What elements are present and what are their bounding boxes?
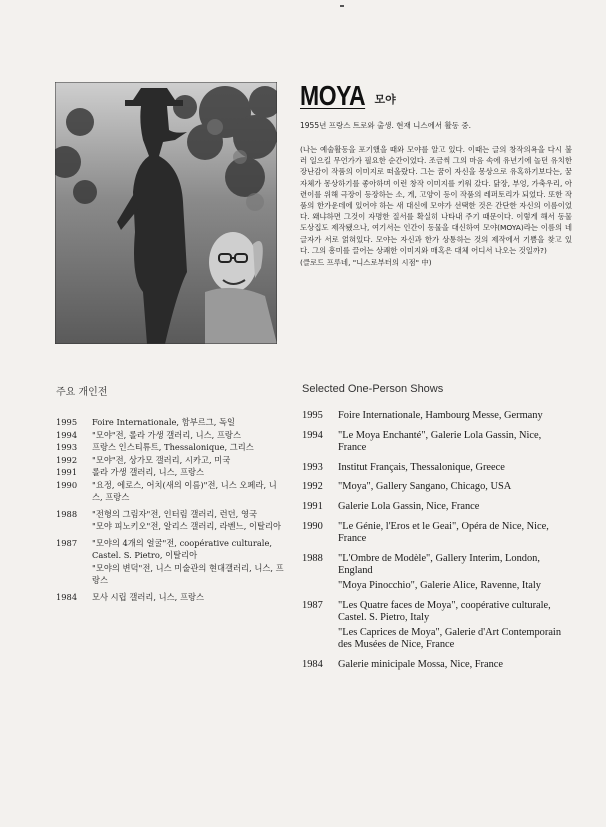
show-entries [92, 416, 286, 429]
show-entries [92, 508, 286, 533]
show-entry: "모야의 4개의 얼굴"전, coopérative culturale, Castel. S. Pietro, 이탈리아 [92, 537, 273, 560]
show-row [302, 659, 562, 672]
show-entry: "L'Ombre de Modèle", Gallery Interim, London, England [338, 552, 540, 577]
show-entry: 프랑스 인스티튜트, Thessalonique, 그리스 [92, 442, 254, 452]
statement-citation: (클로드 프루네, "니스로부터의 시점" 中) [300, 258, 432, 268]
show-year: 1984 [56, 591, 78, 602]
english-shows-list [302, 410, 562, 672]
show-entries [338, 600, 562, 652]
korean-section-title: 주요 개인전 [56, 387, 108, 398]
show-entry: "Les Quatre faces de Moya", coopérative culturale, Castel. S. Pietro, Italy [338, 599, 551, 624]
show-entry: "모야의 변덕"전, 니스 미술관의 현대갤러리, 니스, 프랑스 [92, 562, 284, 585]
show-entry: "Le Génie, l'Eros et le Geai", Opéra de Nice, Nice, France [338, 520, 549, 545]
show-entries [92, 429, 286, 442]
show-entry: Galerie minicipale Mossa, Nice, France [338, 658, 504, 670]
show-entries [338, 553, 562, 593]
show-entry: "모야"전, 상가모 갤러리, 시카고, 미국 [92, 454, 231, 465]
artist-intro: 1955년 프랑스 트로와 출생. 현재 니스에서 활동 중. [300, 121, 471, 130]
show-row [302, 430, 562, 455]
show-row [56, 416, 286, 429]
show-year: 1990 [302, 520, 323, 532]
show-row [56, 454, 286, 467]
artist-statement [300, 144, 572, 268]
show-entry: 롤라 가생 갤러리, 니스, 프랑스 [92, 467, 205, 477]
show-row [56, 466, 286, 479]
show-year: 1994 [56, 429, 78, 440]
show-entry: "Le Moya Enchanté", Galerie Lola Gassin, Nice, France [338, 429, 542, 454]
show-year: 1995 [302, 410, 323, 421]
show-row [302, 521, 562, 546]
show-entries [92, 441, 286, 454]
show-entry: "Moya Pinocchio", Galerie Alice, Ravenne, Italy [338, 579, 541, 591]
show-row [302, 410, 562, 423]
show-entry: "Les Caprices de Moya", Galerie d'Art Contemporain des Musées de Nice, France [338, 626, 562, 651]
show-entries [338, 410, 562, 423]
show-entries [92, 466, 286, 479]
show-year: 1992 [302, 481, 323, 493]
show-row [56, 429, 286, 442]
show-entry: "모야"전, 롤라 가생 갤러리, 니스, 프랑스 [92, 429, 241, 440]
show-entry: "요정, 에로스, 어치(새의 이름)"전, 니스 오페라, 니스, 프랑스 [92, 479, 277, 502]
show-entries [92, 591, 286, 604]
show-entries [92, 479, 286, 504]
show-row [56, 441, 286, 454]
show-entry: 모사 시립 갤러리, 니스, 프랑스 [92, 591, 205, 602]
show-entries [338, 430, 562, 455]
show-year: 1988 [56, 508, 78, 519]
artist-photo [55, 82, 277, 344]
show-year: 1995 [56, 417, 78, 427]
show-entry: "Moya", Gallery Sangano, Chicago, USA [338, 481, 512, 493]
show-row [56, 508, 286, 533]
show-year: 1991 [302, 500, 323, 512]
show-entry: "모야 피노키오"전, 알리스 갤러리, 라벤느, 이탈리아 [92, 521, 282, 531]
show-entries [338, 521, 562, 546]
show-year: 1984 [302, 658, 323, 670]
show-entries [338, 659, 562, 672]
show-entry: Galerie Lola Gassin, Nice, France [338, 500, 480, 512]
artist-name-korean: 모야 [374, 93, 396, 106]
show-year: 1988 [302, 552, 323, 564]
show-row [56, 591, 286, 604]
show-row [302, 600, 562, 652]
print-mark [340, 5, 344, 7]
show-year: 1994 [302, 429, 323, 441]
show-year: 1992 [56, 454, 78, 465]
show-year: 1987 [302, 599, 323, 611]
show-entry: Institut Français, Thessalonique, Greece [338, 461, 505, 473]
show-entries [338, 481, 562, 494]
show-year: 1993 [56, 442, 78, 452]
show-entry: Foire Internationale, Hambourg Messe, Germany [338, 410, 543, 421]
show-entries [92, 454, 286, 467]
show-row [302, 501, 562, 514]
show-row [56, 537, 286, 587]
artist-header [300, 80, 396, 112]
show-row [302, 553, 562, 593]
show-year: 1993 [302, 461, 323, 473]
show-row [302, 481, 562, 494]
show-year: 1990 [56, 479, 78, 490]
statement-text: (나는 예술활동을 포기했을 때와 모야를 알고 있다. 이때는 글의 창작의욕을 다시 불러 일으킬 무언가가 필요한 순간이었다. 조금씩 그의 마음 속에 유년기에 놀던 유치한 장난감이 작품의 이미지로 떠올랐다. 그는 꿈이 자신을 몽상으로 유혹하기보다는, 꿈 자체가 몽상하기를 좋아하며 이런 창작 이미지를 키워 갔다. 닭장, 부엉, 가축우리, 아련이를 위해 극장이 등장하는 소, 게, 고양이 등이 작품의 레퍼토리가 되었다. 또한 작품의 한가운데에 있어야 하는 새 대신에 모야가 선택한 것은 간단한 자신의 이름이었다. 왜냐하면 그것이 자명한 질서를 확실히 나타내 주기 때문이다. 이렇게 해서 동물도상집도 제작됐으나, 여기서는 인간이 동물을 대신하여 모야(MOYA)라는 이름의 네 글자가 서로 얽혀있다. 모야는 자신과 한가 상통하는 것의 제작에서 기쁨을 찾고 있다. 그의 흥미를 끌어는 상쾌한 이미지와 매혹은 대체 어디서 나오는 것일까?) [300, 145, 572, 255]
show-row [56, 479, 286, 504]
show-row [302, 462, 562, 475]
show-year: 1987 [56, 537, 78, 548]
photo-artist-with-sculpture [55, 82, 277, 344]
show-entry: "전형의 그림자"전, 인터림 갤러리, 런던, 영국 [92, 508, 257, 519]
show-entry: Foire Internationale, 함부르그, 독일 [92, 417, 236, 427]
show-year: 1991 [56, 467, 78, 477]
artist-name: MOYA [300, 80, 366, 111]
english-section-title: Selected One-Person Shows [302, 383, 444, 395]
show-entries [92, 537, 286, 587]
korean-shows-list [56, 416, 286, 603]
show-entries [338, 462, 562, 475]
show-entries [338, 501, 562, 514]
